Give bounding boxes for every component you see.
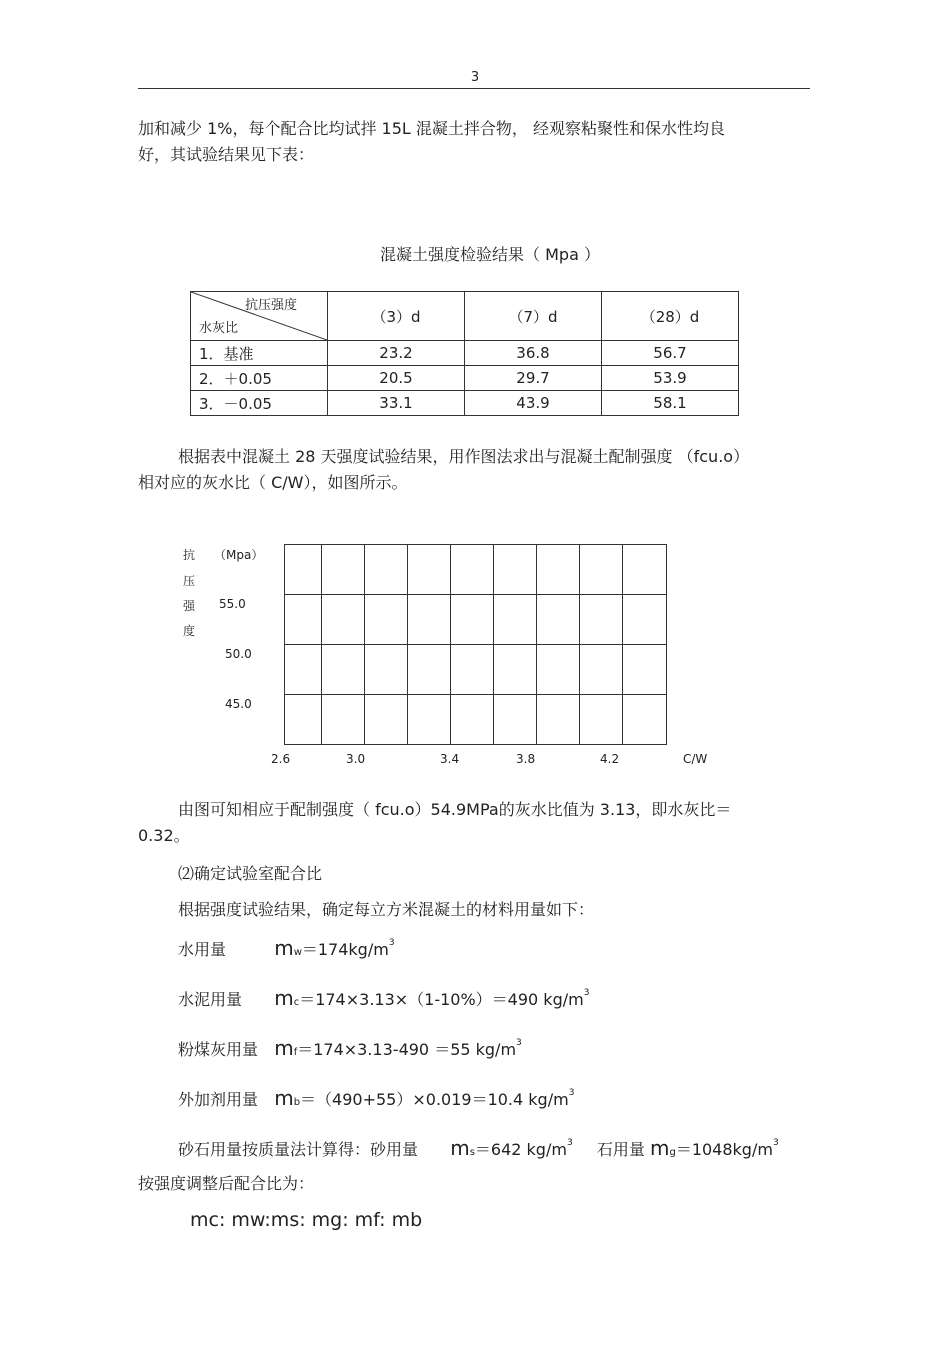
table-row — [191, 341, 739, 366]
chart-grid — [284, 544, 668, 746]
header-ratio-label: 水灰比 — [199, 321, 239, 336]
superscript: 3 — [516, 1038, 522, 1048]
x-tick-label: 4.2 — [600, 752, 620, 766]
symbol-m: m — [450, 1136, 470, 1160]
table-cell: 33.1 — [328, 391, 465, 416]
section-intro: 根据强度试验结果，确定每立方米混凝土的材料用量如下： — [178, 900, 595, 919]
symbol-m: m — [274, 1086, 294, 1110]
header-rule — [138, 88, 810, 89]
y-tick-label: 50.0 — [225, 647, 252, 661]
symbol-m: m — [274, 986, 294, 1010]
formula-expression: ＝（490+55）×0.019＝10.4 kg/m — [300, 1090, 569, 1109]
para3-line-1: 由图可知相应于配制强度（ fcu.o）54.9MPa的灰水比值为 3.13，即水灰比＝ — [178, 800, 732, 819]
table-cell: 29.7 — [465, 366, 602, 391]
column-header: （3）d — [328, 292, 465, 341]
intro-line-1: 加和减少 1%，每个配合比均试拌 15L 混凝土拌合物， 经观察粘聚性和保水性均良 — [138, 119, 726, 138]
x-tick-label: 3.8 — [516, 752, 536, 766]
symbol-subscript: c — [293, 997, 300, 1008]
y-label-char: 压 — [183, 574, 196, 588]
table-cell: 53.9 — [602, 366, 739, 391]
column-header: （28）d — [602, 292, 739, 341]
material-label: 砂石用量按质量法计算得：砂用量 — [178, 1140, 419, 1159]
table-title: 混凝土强度检验结果（ Mpa ） — [380, 245, 600, 264]
y-tick-label: 45.0 — [225, 697, 252, 711]
superscript: 3 — [566, 1138, 573, 1148]
stone-label: 石用量 — [596, 1140, 645, 1159]
table-cell: 20.5 — [328, 366, 465, 391]
table-cell: 36.8 — [465, 341, 602, 366]
material-label: 水用量 — [178, 940, 227, 959]
para2-line-1: 根据表中混凝土 28 天强度试验结果，用作图法求出与混凝土配制强度 （fcu.o） — [178, 447, 750, 466]
x-tick-label: 3.0 — [346, 752, 366, 766]
formula-expression: ＝1048kg/m — [675, 1140, 773, 1159]
x-tick-label: 3.4 — [440, 752, 460, 766]
material-label: 水泥用量 — [178, 990, 243, 1009]
row-label: 3．－0.05 — [191, 391, 328, 416]
formula-expression: ＝174×3.13×（1-10%）＝490 kg/m — [299, 990, 584, 1009]
y-label-char: 抗 — [183, 548, 196, 562]
y-label-char: 强 — [183, 599, 196, 613]
table-cell: 23.2 — [328, 341, 465, 366]
admixture-amount-line — [178, 1086, 574, 1110]
symbol-subscript: b — [293, 1097, 301, 1108]
symbol-m: m — [649, 1136, 670, 1160]
superscript: 3 — [388, 938, 395, 948]
page-number: 3 — [470, 70, 480, 85]
row-label: 1．基准 — [191, 341, 328, 366]
formula-expression: ＝642 kg/m — [474, 1140, 567, 1159]
table-header-row — [191, 292, 739, 341]
column-header: （7）d — [465, 292, 602, 341]
symbol-subscript: g — [669, 1147, 676, 1158]
symbol-subscript: s — [469, 1147, 475, 1158]
symbol-m: m — [274, 1036, 294, 1060]
adjusted-label: 按强度调整后配合比为： — [138, 1174, 315, 1193]
aggregate-amount-line — [178, 1136, 779, 1160]
material-label: 粉煤灰用量 — [178, 1040, 259, 1059]
strength-table — [190, 291, 739, 416]
row-label: 2．＋0.05 — [191, 366, 328, 391]
table-cell: 58.1 — [602, 391, 739, 416]
symbol-subscript: w — [293, 947, 302, 958]
material-label: 外加剂用量 — [178, 1090, 259, 1109]
symbol-m: m — [274, 936, 294, 960]
water-amount-line — [178, 936, 395, 960]
cement-amount-line — [178, 986, 589, 1010]
table-row — [191, 366, 739, 391]
x-tick-label: 2.6 — [271, 752, 291, 766]
table-row — [191, 391, 739, 416]
header-strength-label: 抗压强度 — [244, 298, 297, 313]
mix-ratio: mc: mw:ms: mg: mf: mb — [190, 1209, 423, 1231]
intro-line-2: 好，其试验结果见下表： — [138, 145, 315, 164]
formula-expression: ＝174×3.13-490 ＝55 kg/m — [297, 1040, 517, 1059]
formula-expression: ＝174kg/m — [301, 940, 389, 959]
superscript: 3 — [772, 1138, 779, 1148]
superscript: 3 — [583, 988, 590, 998]
table-cell: 43.9 — [465, 391, 602, 416]
symbol-subscript: f — [293, 1047, 298, 1058]
table-cell: 56.7 — [602, 341, 739, 366]
section-heading: ⑵确定试验室配合比 — [178, 864, 323, 883]
para2-line-2: 相对应的灰水比（ C/W），如图所示。 — [138, 473, 408, 492]
diagonal-header-cell — [191, 292, 328, 341]
flyash-amount-line — [178, 1036, 522, 1060]
x-axis-label: C/W — [683, 752, 708, 766]
superscript: 3 — [568, 1088, 575, 1098]
y-axis-unit: （Mpa） — [214, 548, 264, 562]
para3-line-2: 0.32。 — [138, 826, 190, 845]
y-tick-label: 55.0 — [219, 597, 246, 611]
y-label-char: 度 — [183, 624, 196, 638]
